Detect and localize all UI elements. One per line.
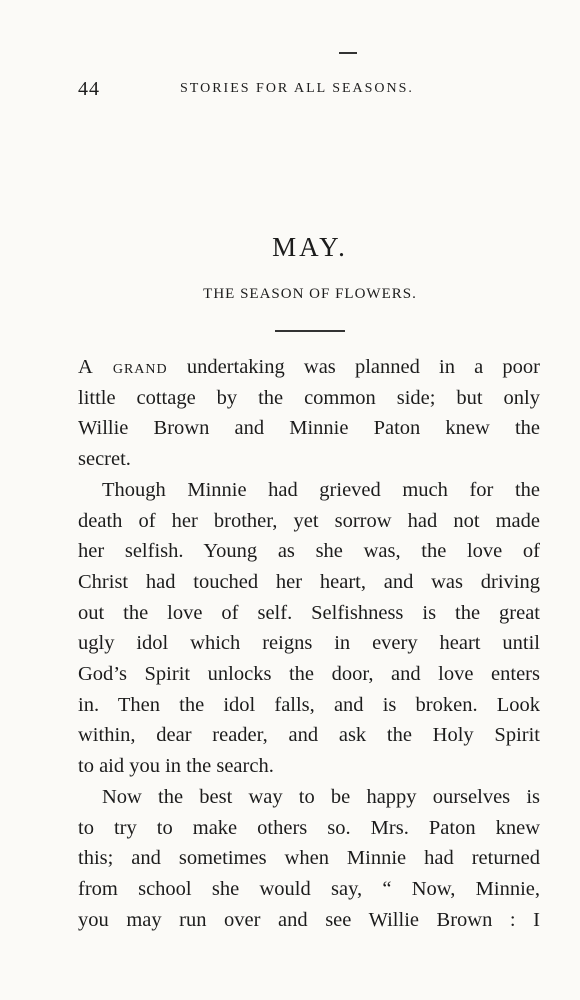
divider-rule bbox=[275, 330, 345, 332]
text-line: to try to make others so. Mrs. Paton knew bbox=[78, 816, 540, 839]
text-line: from school she would say, “ Now, Minnie, bbox=[78, 877, 540, 900]
running-head bbox=[78, 78, 538, 102]
text-line: Though Minnie had grieved much for the bbox=[102, 478, 540, 501]
page-number: 44 bbox=[78, 78, 100, 100]
text-line: ugly idol which reigns in every heart until bbox=[78, 632, 540, 655]
text-line: Now the best way to be happy ourselves is bbox=[102, 785, 540, 808]
text-line: secret. bbox=[78, 448, 131, 471]
printer-mark bbox=[339, 52, 357, 54]
text-line: her selfish. Young as she was, the love of bbox=[78, 540, 540, 563]
text-line-rest: undertaking was planned in a poor bbox=[167, 356, 541, 378]
text-line: God’s Spirit unlocks the door, and love enters bbox=[78, 663, 540, 686]
text-line: to aid you in the search. bbox=[78, 755, 274, 778]
drop-lead-smallcaps: A grand bbox=[78, 356, 168, 378]
text-line: little cottage by the common side; but only bbox=[78, 386, 540, 409]
text-line bbox=[78, 352, 540, 383]
running-title: STORIES FOR ALL SEASONS. bbox=[180, 81, 414, 96]
body-text bbox=[78, 352, 540, 935]
text-line: Christ had touched her heart, and was driving bbox=[78, 570, 540, 593]
text-line: this; and sometimes when Minnie had returned bbox=[78, 847, 540, 870]
text-line: within, dear reader, and ask the Holy Spirit bbox=[78, 724, 540, 747]
text-line: you may run over and see Willie Brown : I bbox=[78, 908, 540, 931]
chapter-subtitle: THE SEASON OF FLOWERS. bbox=[203, 286, 417, 302]
text-line: death of her brother, yet sorrow had not made bbox=[78, 509, 540, 532]
text-line: out the love of self. Selfishness is the great bbox=[78, 601, 540, 624]
chapter-title: MAY. bbox=[272, 232, 348, 262]
text-line: in. Then the idol falls, and is broken. Look bbox=[78, 693, 540, 716]
text-line: Willie Brown and Minnie Paton knew the bbox=[78, 417, 540, 440]
